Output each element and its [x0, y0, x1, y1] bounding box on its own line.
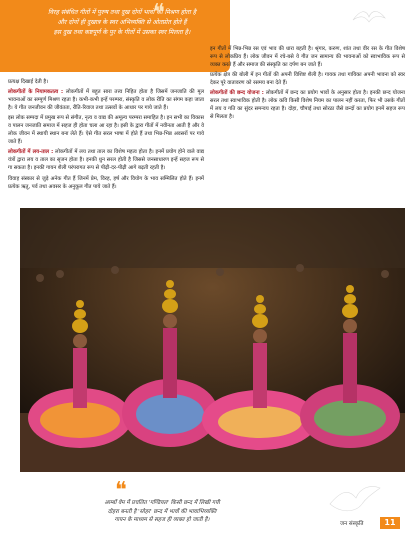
page-footer: [340, 517, 404, 531]
paragraph: इस लोक सम्पदा में प्रमुख रूप से संगीत, नृत्य व वाद्य की अमूल्य परम्परा समाहित है। इन सभी का विकास व पालन जनजाति समाज में सहज ही होता चला आ रहा है। इसी के द्वारा गीतों में नवीनता आती है और वे लोक जीवन में स्थायी स्थान बना लेते हैं। ऐसे गीत सरल भाषा में होते हैं तथा भिन्न-भिन्न अवसरों पर गाये जाते हैं।: [8, 115, 204, 146]
paragraph: इन गीतों में भिन्न-भिन्न रस एवं भाव की धारा बहती है। श्रृंगार, करुण, शांत तथा वीर रस के गीत विशेष रूप से लोकप्रिय हैं। लोक जीवन में रचे-बसे ये गीत जन सामान्य की भावनाओं को स्वाभाविक रूप से व्यक्त करते हैं और समाज की संस्कृति का दर्पण बन जाते हैं।: [210, 46, 405, 69]
paragraph: प्रत्यक्ष दिखाई देती है।: [8, 79, 49, 85]
paragraph: विवाह संस्कार से जुड़े अनेक गीत हैं जिनमें प्रेम, विरह, हर्ष और वियोग के भाव सम्मिलित होते हैं। इनमें प्रत्येक ऋतु, पर्व तथा अवसर के अनुकूल गीत पाये जाते हैं।: [8, 175, 204, 190]
top-quote-line: इस दुख तथा कष्टपूर्ण के पुर के गीतों में उसका स्वर मिलता है।: [53, 29, 191, 36]
dancers-photo: [20, 208, 405, 472]
bottom-pull-quote: [22, 478, 262, 533]
bird-icon: [352, 6, 386, 28]
bottom-quote-line: आम्बों वेम में प्रचलित 'गण्डियल' किसी छन्द में लिखी गयी: [104, 500, 220, 506]
footer-section: जन संस्कृति: [340, 521, 364, 527]
quote-mark-icon: ❝: [153, 0, 165, 25]
paragraph: प्रत्येक क्षेत्र की बोली में इन गीतों की अपनी विशिष्ट शैली है। गायक तथा गायिका अपनी भावना को स्वर देकर पूरे वातावरण को रसमय बना देते हैं।: [210, 72, 405, 87]
bottom-quote-line: दोहरा बनती है 'सोहर' छन्द में भावों की भावाभिव्यक्ति: [107, 508, 217, 515]
top-pull-quote: [0, 0, 230, 72]
right-text-column: [210, 45, 405, 123]
paragraph: लोकगीतों के नियामकतत्व : लोकगीतों में बहुत सारा तत्त्व निहित होता है जिसमें जनजाति की मूल भावनाओं का सम्पूर्ण मिश्रण रहता है। कभी-कभी इन्हें परम्परा, संस्कृति व लोक रीति का संगम कहा जाता है। ये गीत जनजीवन की जीवंतता, रीति-रिवाज तथा उत्सवों के आधार पर गाये जाते हैं।: [8, 89, 204, 112]
bottom-quote-line: गायन के माध्यम से सहज ही व्यक्त हो जाती है।: [114, 517, 210, 523]
top-quote-line: विरह संबंधित गीतों में पुरुष तथा दुख दोनों भावों का मिश्रण होता है: [48, 9, 196, 16]
paragraph: लोकगीतों की छन्द योजना : लोकगीतों में छन्द का प्रयोग भावों के अनुसार होता है। इनकी छन्द योजना सरल तथा स्वाभाविक होती है। लोक कवि किसी विशेष नियम का पालन नहीं करता, फिर भी उसके गीतों में लय व गति का सुंदर समन्वय रहता है। दोहा, चौपाई तथा सोरठा जैसे छन्दों का प्रयोग इनमें सहज रूप से मिलता है।: [210, 90, 406, 121]
left-text-column: [8, 78, 204, 193]
paragraph: लोकगीतों में लय-ताल : लोकगीतों में लय तथा ताल का विशेष महत्व होता है। इनमें प्रयोग होने वाले वाद्य यंत्रों द्वारा लय व ताल का सृजन होता है। इनकी धुन सरल होती है जिससे जनसाधारण इन्हें सहज रूप से गा सकता है। इनकी गायन शैली परंपरागत रूप से पीढ़ी-दर-पीढ़ी आगे बढ़ती रहती है।: [8, 149, 204, 172]
quote-mark-icon: ❝: [115, 478, 127, 503]
page-number: 11: [380, 517, 400, 529]
top-quote-text: [22, 8, 222, 38]
dove-icon: [326, 482, 382, 516]
top-quote-line: और दोनों ही दुखात्र के स्वर अभिव्यक्ति से ओतप्रोत होते हैं: [57, 19, 187, 26]
bottom-quote-text: [62, 499, 262, 525]
